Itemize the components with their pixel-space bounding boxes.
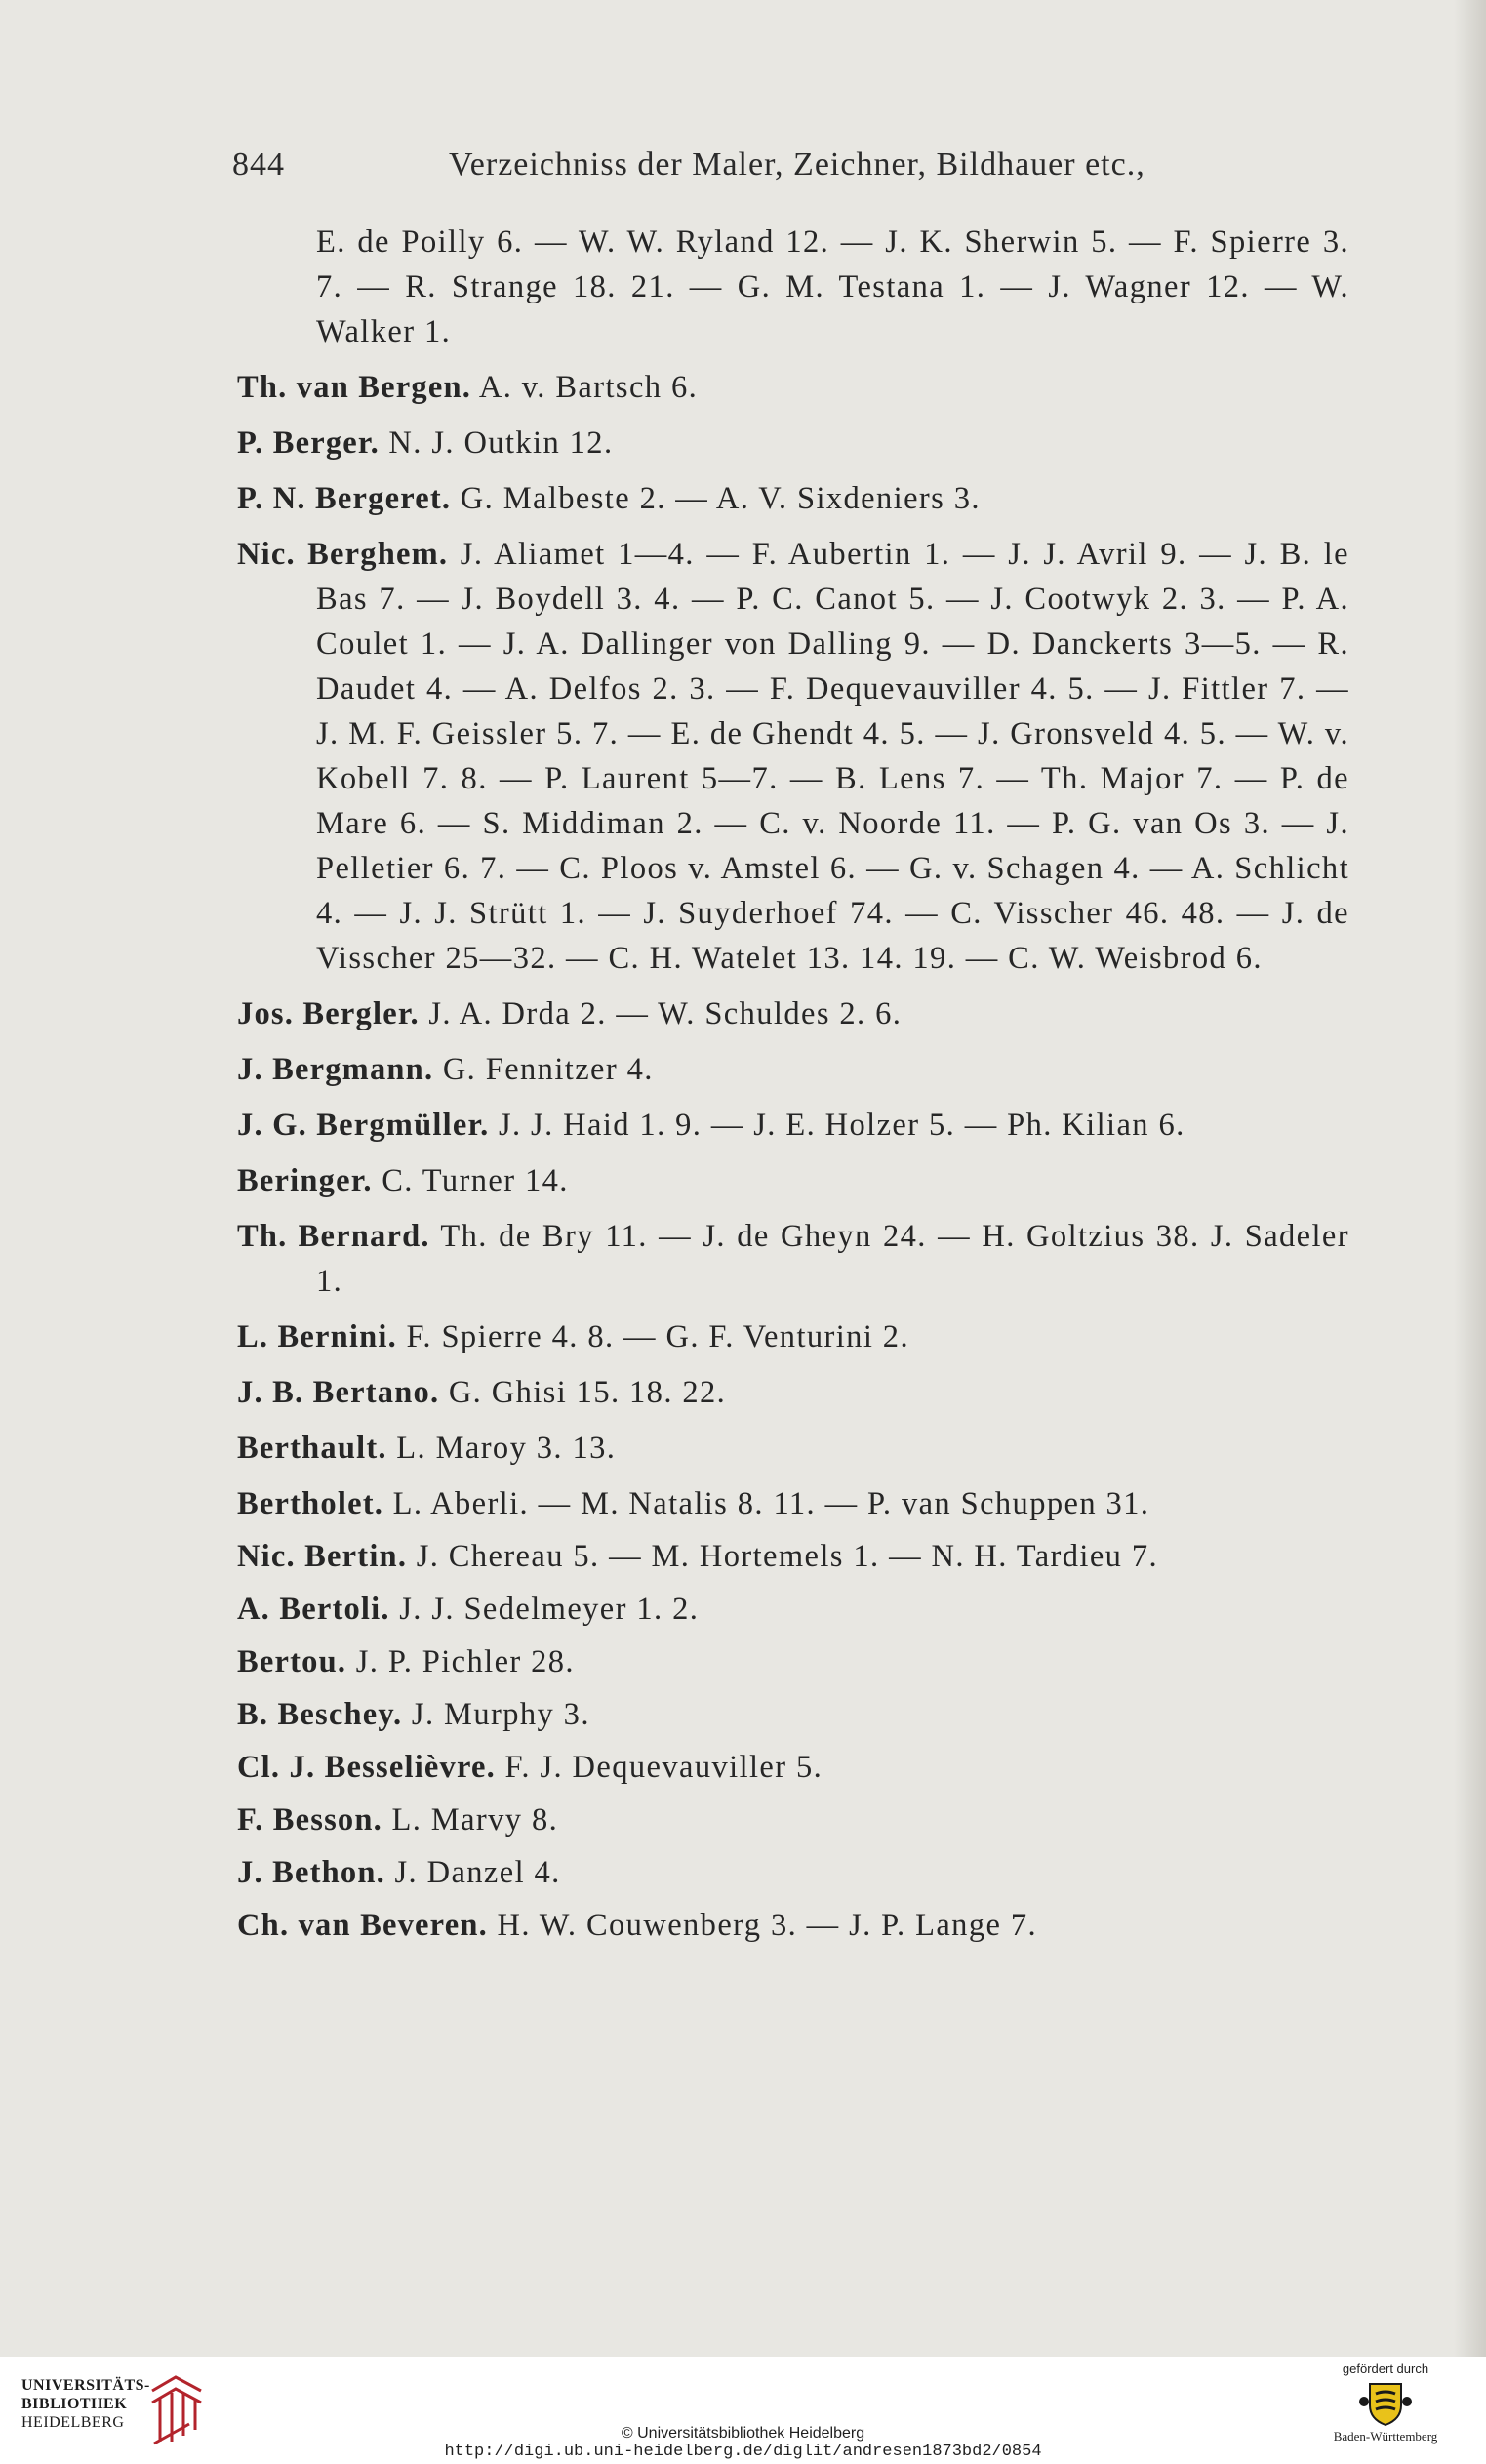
library-name-line-1: UNIVERSITÄTS- bbox=[21, 2377, 150, 2394]
entry-engravers: J. A. Drda 2. — W. Schuldes 2. 6. bbox=[428, 996, 903, 1031]
entry-engravers: L. Maroy 3. 13. bbox=[396, 1431, 617, 1466]
artist-name: J. B. Bertano. bbox=[237, 1375, 440, 1410]
entry-engravers: J. Chereau 5. — M. Hortemels 1. — N. H. Tardieu 7. bbox=[416, 1539, 1159, 1574]
artist-name: P. N. Bergeret. bbox=[237, 481, 452, 516]
entry-engravers: N. J. Outkin 12. bbox=[388, 425, 614, 461]
entry-engravers: J. Aliamet 1—4. — F. Aubertin 1. — J. J. Avril 9. — J. B. le Bas 7. — J. Boydell 3. 4. — P. C. Canot 5. — J. Cootwyk 2. 3. — P. A. Coulet 1. — J. A. Dallinger von Dalling 9. — D. Danckerts 3—5. — R. Daudet 4. — A. Delfos 2. 3. — F. Dequevauviller 4. 5. — J. Fittler 7. — J. M. F. Geissler 5. 7. — E. de Ghendt 4. 5. — J. Gronsveld 4. 5. — W. v. Kobell 7. 8. — P. Laurent 5—7. — B. Lens 7. — Th. Major 7. — P. de Mare 6. — S. Middiman 2. — C. v. Noorde 11. — P. G. van Os 3. — J. Pelletier 6. 7. — C. Ploos v. Amstel 6. — G. v. Schagen 4. — A. Schlicht 4. — J. J. Strütt 1. — J. Suyderhoef 74. — C. Visscher 46. 48. — J. de Visscher 25—32. — C. H. Watelet 13. 14. 19. — C. W. Weisbrod 6. bbox=[316, 537, 1349, 976]
running-header bbox=[232, 146, 1354, 205]
index-entry bbox=[237, 1745, 1349, 1790]
artist-name: P. Berger. bbox=[237, 425, 380, 461]
entry-engravers: G. Malbeste 2. — A. V. Sixdeniers 3. bbox=[460, 481, 981, 516]
index-entry bbox=[237, 220, 1349, 354]
index-entry bbox=[237, 1639, 1349, 1684]
entry-engravers: F. J. Dequevauviller 5. bbox=[504, 1750, 823, 1785]
index-entries bbox=[237, 220, 1349, 1948]
index-entry bbox=[237, 1903, 1349, 1948]
artist-name: Jos. Bergler. bbox=[237, 996, 420, 1031]
funding-label: gefördert durch bbox=[1342, 2362, 1429, 2376]
entry-engravers: G. Fennitzer 4. bbox=[442, 1052, 654, 1087]
entry-engravers: J. J. Haid 1. 9. — J. E. Holzer 5. — Ph. Kilian 6. bbox=[498, 1108, 1185, 1143]
entry-engravers: F. Spierre 4. 8. — G. F. Venturini 2. bbox=[406, 1319, 909, 1354]
artist-name: Nic. Berghem. bbox=[237, 537, 449, 572]
index-entry bbox=[237, 421, 1349, 465]
artist-name: F. Besson. bbox=[237, 1802, 382, 1838]
entry-engravers: J. Murphy 3. bbox=[411, 1697, 590, 1732]
library-name[interactable] bbox=[21, 2376, 150, 2432]
entry-engravers: J. J. Sedelmeyer 1. 2. bbox=[399, 1592, 700, 1627]
artist-name: Berthault. bbox=[237, 1431, 387, 1466]
artist-name: Nic. Bertin. bbox=[237, 1539, 408, 1574]
artist-name: J. Bergmann. bbox=[237, 1052, 434, 1087]
index-entry bbox=[237, 1850, 1349, 1895]
entry-engravers: G. Ghisi 15. 18. 22. bbox=[448, 1375, 727, 1410]
entry-engravers: E. de Poilly 6. — W. W. Ryland 12. — J. K. Sherwin 5. — F. Spierre 3. 7. — R. Strange 18. 21. — G. M. Testana 1. — J. Wagner 12. — W. Walker 1. bbox=[316, 224, 1349, 349]
library-name-line-3: HEIDELBERG bbox=[21, 2414, 125, 2431]
index-entry bbox=[237, 1103, 1349, 1148]
artist-name: Beringer. bbox=[237, 1163, 373, 1198]
page-number: 844 bbox=[232, 146, 285, 182]
entry-engravers: J. Danzel 4. bbox=[394, 1855, 561, 1890]
funding-state: Baden-Württemberg bbox=[1333, 2429, 1438, 2444]
index-entry bbox=[237, 1426, 1349, 1471]
artist-name: J. Bethon. bbox=[237, 1855, 385, 1890]
page-edge-shadow bbox=[1454, 0, 1486, 2357]
index-entry bbox=[237, 1798, 1349, 1842]
running-title: Verzeichniss der Maler, Zeichner, Bildhauer etc., bbox=[449, 146, 1145, 182]
index-entry bbox=[237, 1047, 1349, 1092]
library-name-line-2: BIBLIOTHEK bbox=[21, 2396, 128, 2412]
copyright-notice: © Universitätsbibliothek Heidelberg bbox=[621, 2425, 865, 2442]
artist-name: B. Beschey. bbox=[237, 1697, 403, 1732]
entry-engravers: H. W. Couwenberg 3. — J. P. Lange 7. bbox=[497, 1908, 1037, 1943]
artist-name: Th. van Bergen. bbox=[237, 370, 472, 405]
artist-name: Th. Bernard. bbox=[237, 1219, 430, 1254]
entry-engravers: L. Aberli. — M. Natalis 8. 11. — P. van Schuppen 31. bbox=[392, 1486, 1150, 1521]
index-entry bbox=[237, 1692, 1349, 1737]
coat-of-arms-icon bbox=[1356, 2380, 1415, 2427]
index-entry bbox=[237, 1587, 1349, 1632]
entry-engravers: Th. de Bry 11. — J. de Gheyn 24. — H. Goltzius 38. J. Sadeler 1. bbox=[316, 1219, 1349, 1299]
entry-engravers: C. Turner 14. bbox=[382, 1163, 569, 1198]
index-entry bbox=[237, 991, 1349, 1036]
funding-credit bbox=[1298, 2362, 1473, 2444]
artist-name: Cl. J. Besselièvre. bbox=[237, 1750, 496, 1785]
index-entry bbox=[237, 1481, 1349, 1526]
entry-engravers: A. v. Bartsch 6. bbox=[478, 370, 699, 405]
entry-engravers: J. P. Pichler 28. bbox=[355, 1644, 575, 1679]
artist-name: L. Bernini. bbox=[237, 1319, 397, 1354]
artist-name: Bertou. bbox=[237, 1644, 347, 1679]
entry-engravers: L. Marvy 8. bbox=[391, 1802, 559, 1838]
index-entry bbox=[237, 365, 1349, 410]
index-entry bbox=[237, 1214, 1349, 1304]
index-entry bbox=[237, 1534, 1349, 1579]
artist-name: Ch. van Beveren. bbox=[237, 1908, 488, 1943]
index-entry bbox=[237, 1370, 1349, 1415]
artist-name: J. G. Bergmüller. bbox=[237, 1108, 490, 1143]
index-entry bbox=[237, 1314, 1349, 1359]
index-entry bbox=[237, 532, 1349, 981]
index-entry bbox=[237, 476, 1349, 521]
permalink-url[interactable]: http://digi.ub.uni-heidelberg.de/diglit/andresen1873bd2/0854 bbox=[444, 2443, 1042, 2461]
artist-name: A. Bertoli. bbox=[237, 1592, 390, 1627]
artist-name: Bertholet. bbox=[237, 1486, 384, 1521]
index-entry bbox=[237, 1158, 1349, 1203]
